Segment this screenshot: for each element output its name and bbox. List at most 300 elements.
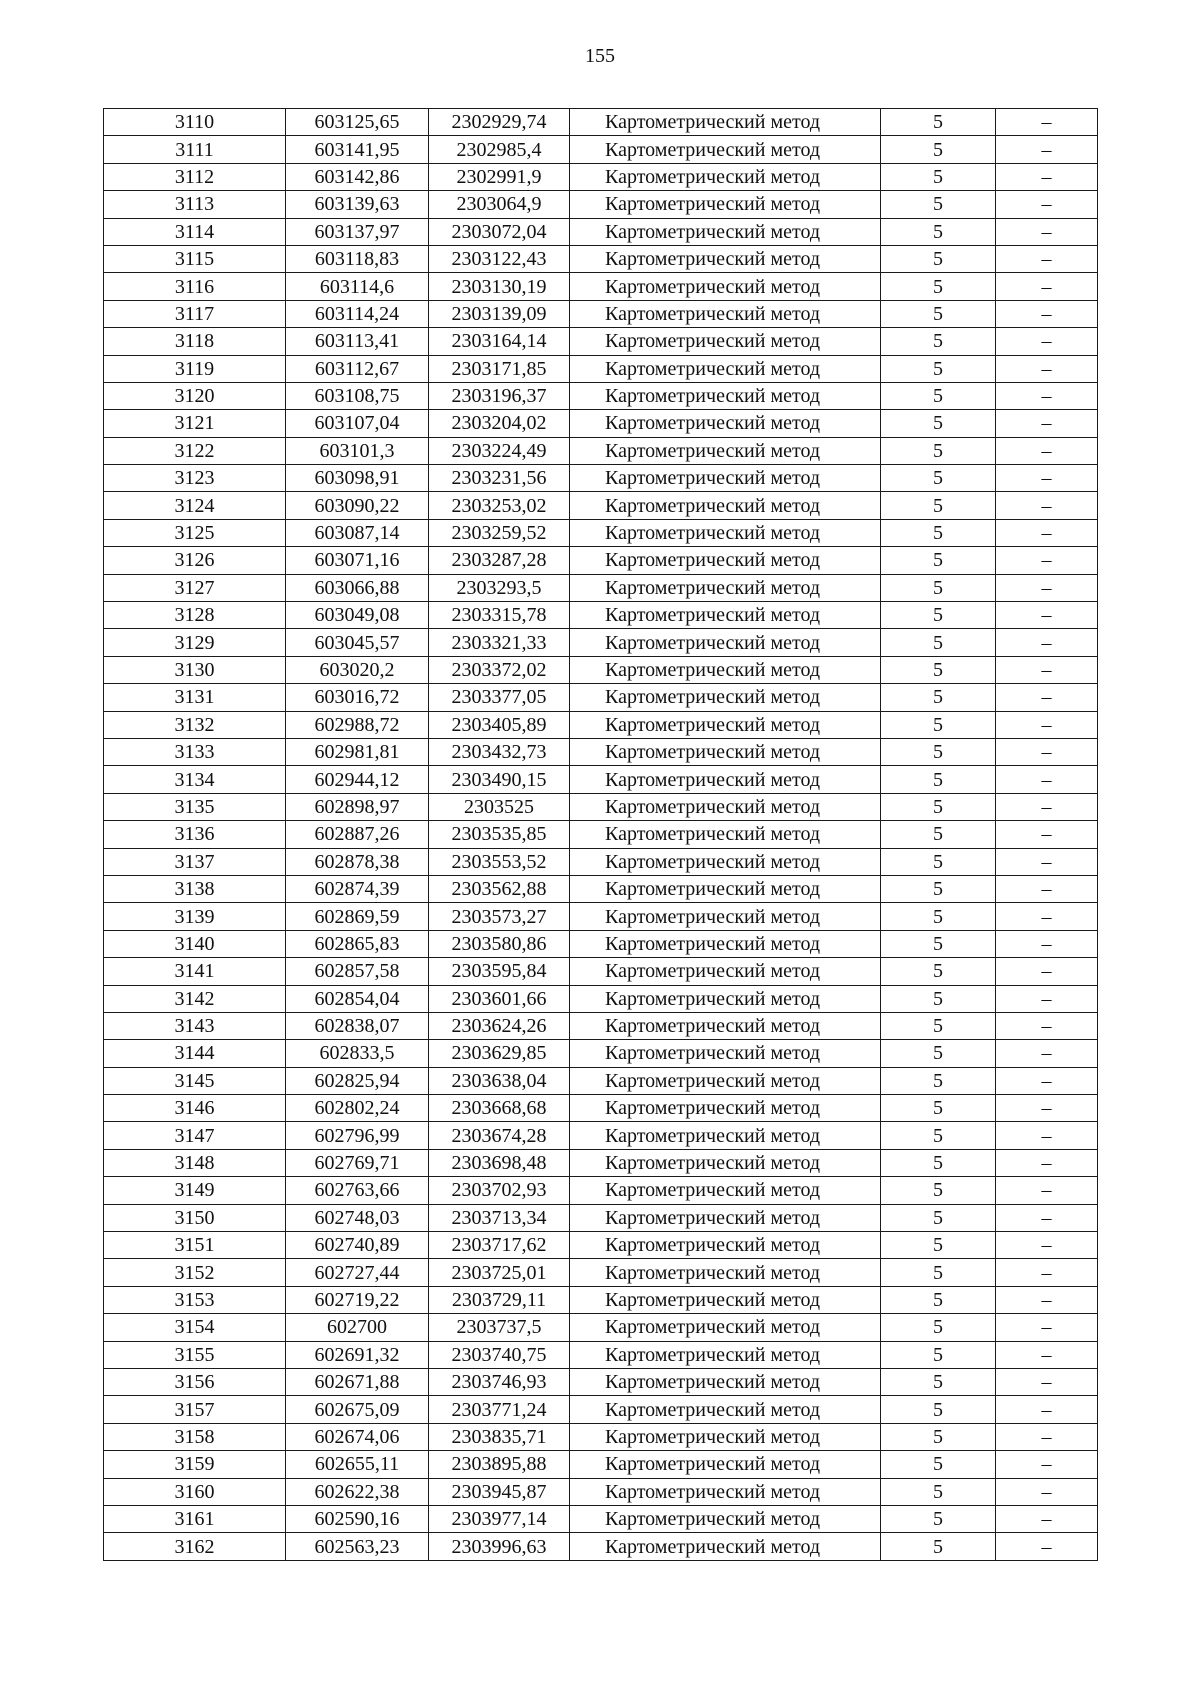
point-number-cell: 3136 xyxy=(104,821,286,848)
y-coordinate-cell: 2303717,62 xyxy=(429,1232,570,1259)
point-number-cell: 3150 xyxy=(104,1204,286,1231)
table-row xyxy=(104,1478,1098,1505)
method-cell: Картометрический метод xyxy=(570,1232,881,1259)
accuracy-cell: 5 xyxy=(881,382,996,409)
table-row xyxy=(104,1204,1098,1231)
method-cell: Картометрический метод xyxy=(570,821,881,848)
y-coordinate-cell: 2303259,52 xyxy=(429,519,570,546)
accuracy-cell: 5 xyxy=(881,492,996,519)
x-coordinate-cell: 603108,75 xyxy=(286,382,429,409)
x-coordinate-cell: 602675,09 xyxy=(286,1396,429,1423)
accuracy-cell: 5 xyxy=(881,163,996,190)
table-row xyxy=(104,547,1098,574)
description-cell: – xyxy=(996,738,1098,765)
x-coordinate-cell: 602748,03 xyxy=(286,1204,429,1231)
table-row xyxy=(104,109,1098,136)
table-row xyxy=(104,1040,1098,1067)
x-coordinate-cell: 603112,67 xyxy=(286,355,429,382)
accuracy-cell: 5 xyxy=(881,547,996,574)
x-coordinate-cell: 603142,86 xyxy=(286,163,429,190)
y-coordinate-cell: 2303321,33 xyxy=(429,629,570,656)
y-coordinate-cell: 2303713,34 xyxy=(429,1204,570,1231)
x-coordinate-cell: 603098,91 xyxy=(286,465,429,492)
table-row xyxy=(104,1095,1098,1122)
method-cell: Картометрический метод xyxy=(570,1314,881,1341)
description-cell: – xyxy=(996,547,1098,574)
table-row xyxy=(104,410,1098,437)
table-row xyxy=(104,328,1098,355)
x-coordinate-cell: 603049,08 xyxy=(286,602,429,629)
accuracy-cell: 5 xyxy=(881,1149,996,1176)
description-cell: – xyxy=(996,1451,1098,1478)
description-cell: – xyxy=(996,875,1098,902)
point-number-cell: 3135 xyxy=(104,793,286,820)
accuracy-cell: 5 xyxy=(881,848,996,875)
x-coordinate-cell: 602988,72 xyxy=(286,711,429,738)
description-cell: – xyxy=(996,1177,1098,1204)
description-cell: – xyxy=(996,136,1098,163)
x-coordinate-cell: 602981,81 xyxy=(286,738,429,765)
point-number-cell: 3152 xyxy=(104,1259,286,1286)
point-number-cell: 3114 xyxy=(104,218,286,245)
method-cell: Картометрический метод xyxy=(570,1259,881,1286)
point-number-cell: 3151 xyxy=(104,1232,286,1259)
table-row xyxy=(104,821,1098,848)
x-coordinate-cell: 602622,38 xyxy=(286,1478,429,1505)
table-row xyxy=(104,1423,1098,1450)
point-number-cell: 3141 xyxy=(104,958,286,985)
table-row xyxy=(104,355,1098,382)
x-coordinate-cell: 603137,97 xyxy=(286,218,429,245)
table-row xyxy=(104,1259,1098,1286)
point-number-cell: 3158 xyxy=(104,1423,286,1450)
y-coordinate-cell: 2303164,14 xyxy=(429,328,570,355)
accuracy-cell: 5 xyxy=(881,793,996,820)
y-coordinate-cell: 2303835,71 xyxy=(429,1423,570,1450)
x-coordinate-cell: 602671,88 xyxy=(286,1368,429,1395)
y-coordinate-cell: 2303746,93 xyxy=(429,1368,570,1395)
method-cell: Картометрический метод xyxy=(570,1204,881,1231)
table-row xyxy=(104,1533,1098,1560)
x-coordinate-cell: 602674,06 xyxy=(286,1423,429,1450)
method-cell: Картометрический метод xyxy=(570,437,881,464)
method-cell: Картометрический метод xyxy=(570,738,881,765)
x-coordinate-cell: 603118,83 xyxy=(286,245,429,272)
description-cell: – xyxy=(996,684,1098,711)
point-number-cell: 3118 xyxy=(104,328,286,355)
x-coordinate-cell: 603101,3 xyxy=(286,437,429,464)
description-cell: – xyxy=(996,930,1098,957)
method-cell: Картометрический метод xyxy=(570,328,881,355)
accuracy-cell: 5 xyxy=(881,218,996,245)
table-row xyxy=(104,1149,1098,1176)
method-cell: Картометрический метод xyxy=(570,602,881,629)
x-coordinate-cell: 602727,44 xyxy=(286,1259,429,1286)
table-row xyxy=(104,1505,1098,1532)
x-coordinate-cell: 603020,2 xyxy=(286,656,429,683)
point-number-cell: 3128 xyxy=(104,602,286,629)
accuracy-cell: 5 xyxy=(881,1204,996,1231)
method-cell: Картометрический метод xyxy=(570,1423,881,1450)
table-row xyxy=(104,766,1098,793)
x-coordinate-cell: 603045,57 xyxy=(286,629,429,656)
accuracy-cell: 5 xyxy=(881,1451,996,1478)
x-coordinate-cell: 602833,5 xyxy=(286,1040,429,1067)
method-cell: Картометрический метод xyxy=(570,547,881,574)
point-number-cell: 3131 xyxy=(104,684,286,711)
x-coordinate-cell: 602878,38 xyxy=(286,848,429,875)
description-cell: – xyxy=(996,629,1098,656)
accuracy-cell: 5 xyxy=(881,985,996,1012)
point-number-cell: 3154 xyxy=(104,1314,286,1341)
x-coordinate-cell: 603016,72 xyxy=(286,684,429,711)
description-cell: – xyxy=(996,1533,1098,1560)
method-cell: Картометрический метод xyxy=(570,1451,881,1478)
accuracy-cell: 5 xyxy=(881,1341,996,1368)
accuracy-cell: 5 xyxy=(881,574,996,601)
point-number-cell: 3160 xyxy=(104,1478,286,1505)
description-cell: – xyxy=(996,410,1098,437)
point-number-cell: 3149 xyxy=(104,1177,286,1204)
description-cell: – xyxy=(996,109,1098,136)
point-number-cell: 3142 xyxy=(104,985,286,1012)
accuracy-cell: 5 xyxy=(881,1533,996,1560)
accuracy-cell: 5 xyxy=(881,355,996,382)
accuracy-cell: 5 xyxy=(881,1478,996,1505)
x-coordinate-cell: 602854,04 xyxy=(286,985,429,1012)
description-cell: – xyxy=(996,382,1098,409)
table-row xyxy=(104,1232,1098,1259)
accuracy-cell: 5 xyxy=(881,602,996,629)
x-coordinate-cell: 603087,14 xyxy=(286,519,429,546)
method-cell: Картометрический метод xyxy=(570,1177,881,1204)
x-coordinate-cell: 602719,22 xyxy=(286,1286,429,1313)
x-coordinate-cell: 602838,07 xyxy=(286,1012,429,1039)
table-row xyxy=(104,1067,1098,1094)
point-number-cell: 3147 xyxy=(104,1122,286,1149)
point-number-cell: 3115 xyxy=(104,245,286,272)
accuracy-cell: 5 xyxy=(881,1423,996,1450)
table-row xyxy=(104,930,1098,957)
x-coordinate-cell: 603114,24 xyxy=(286,300,429,327)
description-cell: – xyxy=(996,985,1098,1012)
x-coordinate-cell: 603139,63 xyxy=(286,191,429,218)
y-coordinate-cell: 2303535,85 xyxy=(429,821,570,848)
method-cell: Картометрический метод xyxy=(570,958,881,985)
y-coordinate-cell: 2303171,85 xyxy=(429,355,570,382)
description-cell: – xyxy=(996,1396,1098,1423)
y-coordinate-cell: 2303595,84 xyxy=(429,958,570,985)
method-cell: Картометрический метод xyxy=(570,300,881,327)
x-coordinate-cell: 602898,97 xyxy=(286,793,429,820)
table-row xyxy=(104,793,1098,820)
y-coordinate-cell: 2303072,04 xyxy=(429,218,570,245)
table-row xyxy=(104,273,1098,300)
table-row xyxy=(104,903,1098,930)
accuracy-cell: 5 xyxy=(881,711,996,738)
accuracy-cell: 5 xyxy=(881,875,996,902)
y-coordinate-cell: 2302929,74 xyxy=(429,109,570,136)
accuracy-cell: 5 xyxy=(881,1012,996,1039)
method-cell: Картометрический метод xyxy=(570,848,881,875)
y-coordinate-cell: 2303525 xyxy=(429,793,570,820)
accuracy-cell: 5 xyxy=(881,1368,996,1395)
y-coordinate-cell: 2303553,52 xyxy=(429,848,570,875)
accuracy-cell: 5 xyxy=(881,903,996,930)
x-coordinate-cell: 603071,16 xyxy=(286,547,429,574)
method-cell: Картометрический метод xyxy=(570,273,881,300)
table-row xyxy=(104,574,1098,601)
method-cell: Картометрический метод xyxy=(570,684,881,711)
y-coordinate-cell: 2303224,49 xyxy=(429,437,570,464)
method-cell: Картометрический метод xyxy=(570,163,881,190)
description-cell: – xyxy=(996,1314,1098,1341)
method-cell: Картометрический метод xyxy=(570,492,881,519)
description-cell: – xyxy=(996,656,1098,683)
y-coordinate-cell: 2303562,88 xyxy=(429,875,570,902)
x-coordinate-cell: 602691,32 xyxy=(286,1341,429,1368)
y-coordinate-cell: 2303490,15 xyxy=(429,766,570,793)
method-cell: Картометрический метод xyxy=(570,1368,881,1395)
x-coordinate-cell: 602700 xyxy=(286,1314,429,1341)
point-number-cell: 3127 xyxy=(104,574,286,601)
method-cell: Картометрический метод xyxy=(570,985,881,1012)
table-row xyxy=(104,985,1098,1012)
table-row xyxy=(104,1451,1098,1478)
x-coordinate-cell: 602944,12 xyxy=(286,766,429,793)
y-coordinate-cell: 2303405,89 xyxy=(429,711,570,738)
method-cell: Картометрический метод xyxy=(570,382,881,409)
table-row xyxy=(104,163,1098,190)
accuracy-cell: 5 xyxy=(881,738,996,765)
accuracy-cell: 5 xyxy=(881,109,996,136)
x-coordinate-cell: 603066,88 xyxy=(286,574,429,601)
description-cell: – xyxy=(996,793,1098,820)
point-number-cell: 3143 xyxy=(104,1012,286,1039)
y-coordinate-cell: 2303674,28 xyxy=(429,1122,570,1149)
accuracy-cell: 5 xyxy=(881,465,996,492)
x-coordinate-cell: 602796,99 xyxy=(286,1122,429,1149)
accuracy-cell: 5 xyxy=(881,958,996,985)
x-coordinate-cell: 603107,04 xyxy=(286,410,429,437)
x-coordinate-cell: 602563,23 xyxy=(286,1533,429,1560)
x-coordinate-cell: 602865,83 xyxy=(286,930,429,957)
description-cell: – xyxy=(996,465,1098,492)
point-number-cell: 3116 xyxy=(104,273,286,300)
point-number-cell: 3145 xyxy=(104,1067,286,1094)
y-coordinate-cell: 2303668,68 xyxy=(429,1095,570,1122)
x-coordinate-cell: 603090,22 xyxy=(286,492,429,519)
x-coordinate-cell: 602769,71 xyxy=(286,1149,429,1176)
y-coordinate-cell: 2303064,9 xyxy=(429,191,570,218)
x-coordinate-cell: 603125,65 xyxy=(286,109,429,136)
x-coordinate-cell: 602825,94 xyxy=(286,1067,429,1094)
description-cell: – xyxy=(996,1478,1098,1505)
description-cell: – xyxy=(996,519,1098,546)
description-cell: – xyxy=(996,1122,1098,1149)
accuracy-cell: 5 xyxy=(881,519,996,546)
table-body xyxy=(104,109,1098,1561)
y-coordinate-cell: 2303601,66 xyxy=(429,985,570,1012)
description-cell: – xyxy=(996,191,1098,218)
method-cell: Картометрический метод xyxy=(570,1505,881,1532)
y-coordinate-cell: 2303945,87 xyxy=(429,1478,570,1505)
table-row xyxy=(104,191,1098,218)
table-row xyxy=(104,519,1098,546)
method-cell: Картометрический метод xyxy=(570,1012,881,1039)
table-row xyxy=(104,1286,1098,1313)
accuracy-cell: 5 xyxy=(881,1259,996,1286)
point-number-cell: 3113 xyxy=(104,191,286,218)
accuracy-cell: 5 xyxy=(881,1177,996,1204)
point-number-cell: 3138 xyxy=(104,875,286,902)
y-coordinate-cell: 2303638,04 xyxy=(429,1067,570,1094)
x-coordinate-cell: 602655,11 xyxy=(286,1451,429,1478)
table-row xyxy=(104,382,1098,409)
point-number-cell: 3144 xyxy=(104,1040,286,1067)
accuracy-cell: 5 xyxy=(881,629,996,656)
method-cell: Картометрический метод xyxy=(570,903,881,930)
accuracy-cell: 5 xyxy=(881,437,996,464)
description-cell: – xyxy=(996,1505,1098,1532)
method-cell: Картометрический метод xyxy=(570,930,881,957)
description-cell: – xyxy=(996,218,1098,245)
description-cell: – xyxy=(996,1259,1098,1286)
y-coordinate-cell: 2303698,48 xyxy=(429,1149,570,1176)
point-number-cell: 3156 xyxy=(104,1368,286,1395)
table-row xyxy=(104,245,1098,272)
x-coordinate-cell: 602874,39 xyxy=(286,875,429,902)
y-coordinate-cell: 2303624,26 xyxy=(429,1012,570,1039)
y-coordinate-cell: 2303377,05 xyxy=(429,684,570,711)
method-cell: Картометрический метод xyxy=(570,766,881,793)
method-cell: Картометрический метод xyxy=(570,519,881,546)
point-number-cell: 3122 xyxy=(104,437,286,464)
accuracy-cell: 5 xyxy=(881,410,996,437)
x-coordinate-cell: 602763,66 xyxy=(286,1177,429,1204)
y-coordinate-cell: 2303573,27 xyxy=(429,903,570,930)
description-cell: – xyxy=(996,1012,1098,1039)
y-coordinate-cell: 2302991,9 xyxy=(429,163,570,190)
description-cell: – xyxy=(996,711,1098,738)
description-cell: – xyxy=(996,848,1098,875)
accuracy-cell: 5 xyxy=(881,328,996,355)
method-cell: Картометрический метод xyxy=(570,191,881,218)
y-coordinate-cell: 2303629,85 xyxy=(429,1040,570,1067)
method-cell: Картометрический метод xyxy=(570,1095,881,1122)
method-cell: Картометрический метод xyxy=(570,218,881,245)
method-cell: Картометрический метод xyxy=(570,355,881,382)
accuracy-cell: 5 xyxy=(881,821,996,848)
description-cell: – xyxy=(996,1040,1098,1067)
table-row xyxy=(104,1396,1098,1423)
table-row xyxy=(104,848,1098,875)
y-coordinate-cell: 2303740,75 xyxy=(429,1341,570,1368)
accuracy-cell: 5 xyxy=(881,1067,996,1094)
point-number-cell: 3129 xyxy=(104,629,286,656)
x-coordinate-cell: 602740,89 xyxy=(286,1232,429,1259)
description-cell: – xyxy=(996,766,1098,793)
point-number-cell: 3153 xyxy=(104,1286,286,1313)
table-row xyxy=(104,958,1098,985)
description-cell: – xyxy=(996,958,1098,985)
method-cell: Картометрический метод xyxy=(570,1067,881,1094)
accuracy-cell: 5 xyxy=(881,136,996,163)
page-number: 155 xyxy=(585,45,615,67)
y-coordinate-cell: 2303231,56 xyxy=(429,465,570,492)
y-coordinate-cell: 2303432,73 xyxy=(429,738,570,765)
description-cell: – xyxy=(996,1341,1098,1368)
accuracy-cell: 5 xyxy=(881,1232,996,1259)
method-cell: Картометрический метод xyxy=(570,1040,881,1067)
method-cell: Картометрический метод xyxy=(570,1478,881,1505)
y-coordinate-cell: 2303130,19 xyxy=(429,273,570,300)
description-cell: – xyxy=(996,300,1098,327)
method-cell: Картометрический метод xyxy=(570,465,881,492)
description-cell: – xyxy=(996,821,1098,848)
method-cell: Картометрический метод xyxy=(570,1286,881,1313)
description-cell: – xyxy=(996,1423,1098,1450)
y-coordinate-cell: 2303287,28 xyxy=(429,547,570,574)
method-cell: Картометрический метод xyxy=(570,245,881,272)
method-cell: Картометрический метод xyxy=(570,1396,881,1423)
y-coordinate-cell: 2303737,5 xyxy=(429,1314,570,1341)
x-coordinate-cell: 603114,6 xyxy=(286,273,429,300)
y-coordinate-cell: 2303253,02 xyxy=(429,492,570,519)
y-coordinate-cell: 2303139,09 xyxy=(429,300,570,327)
accuracy-cell: 5 xyxy=(881,766,996,793)
accuracy-cell: 5 xyxy=(881,1095,996,1122)
table-row xyxy=(104,1122,1098,1149)
y-coordinate-cell: 2303725,01 xyxy=(429,1259,570,1286)
table-row xyxy=(104,1314,1098,1341)
accuracy-cell: 5 xyxy=(881,656,996,683)
table-row xyxy=(104,684,1098,711)
description-cell: – xyxy=(996,1232,1098,1259)
point-number-cell: 3134 xyxy=(104,766,286,793)
description-cell: – xyxy=(996,903,1098,930)
point-number-cell: 3157 xyxy=(104,1396,286,1423)
point-number-cell: 3148 xyxy=(104,1149,286,1176)
table-row xyxy=(104,300,1098,327)
accuracy-cell: 5 xyxy=(881,930,996,957)
table-row xyxy=(104,1341,1098,1368)
accuracy-cell: 5 xyxy=(881,1122,996,1149)
accuracy-cell: 5 xyxy=(881,1314,996,1341)
point-number-cell: 3125 xyxy=(104,519,286,546)
point-number-cell: 3123 xyxy=(104,465,286,492)
method-cell: Картометрический метод xyxy=(570,1149,881,1176)
y-coordinate-cell: 2303977,14 xyxy=(429,1505,570,1532)
description-cell: – xyxy=(996,163,1098,190)
description-cell: – xyxy=(996,1286,1098,1313)
table-row xyxy=(104,875,1098,902)
point-number-cell: 3155 xyxy=(104,1341,286,1368)
y-coordinate-cell: 2303372,02 xyxy=(429,656,570,683)
accuracy-cell: 5 xyxy=(881,1286,996,1313)
x-coordinate-cell: 603113,41 xyxy=(286,328,429,355)
x-coordinate-cell: 602857,58 xyxy=(286,958,429,985)
accuracy-cell: 5 xyxy=(881,684,996,711)
y-coordinate-cell: 2303122,43 xyxy=(429,245,570,272)
point-number-cell: 3140 xyxy=(104,930,286,957)
table-row xyxy=(104,136,1098,163)
x-coordinate-cell: 602802,24 xyxy=(286,1095,429,1122)
y-coordinate-cell: 2302985,4 xyxy=(429,136,570,163)
method-cell: Картометрический метод xyxy=(570,656,881,683)
description-cell: – xyxy=(996,1204,1098,1231)
description-cell: – xyxy=(996,355,1098,382)
